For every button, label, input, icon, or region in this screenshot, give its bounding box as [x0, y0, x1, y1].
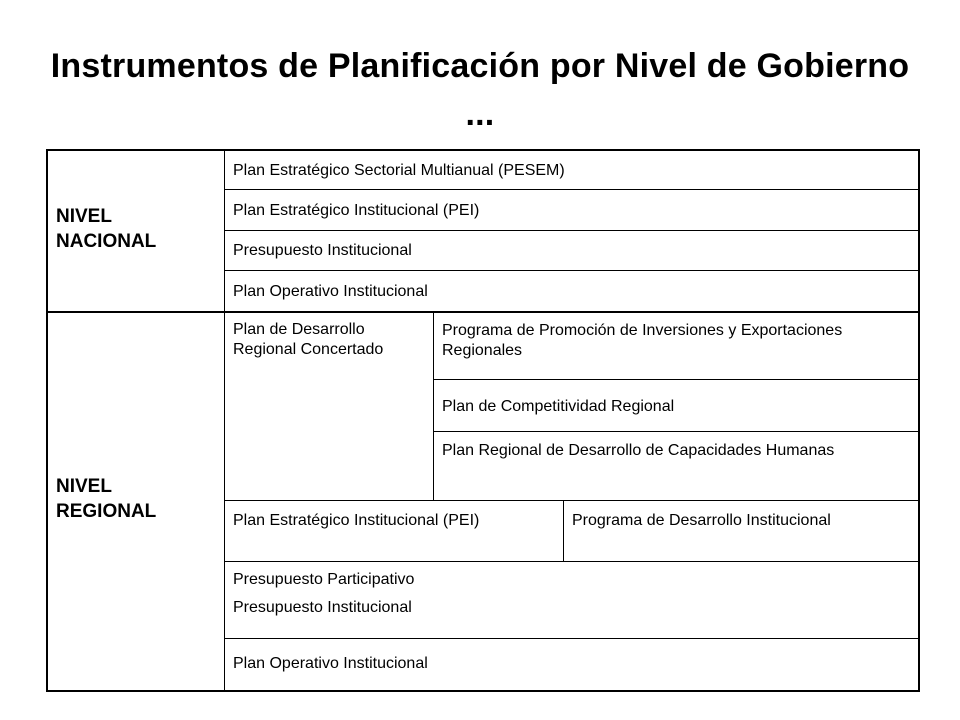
row-divider: [224, 230, 920, 231]
regional-pdrc-sub-competitividad: Plan de Competitividad Regional: [442, 398, 675, 415]
regional-presupuesto-participativo: Presupuesto Participativo: [233, 571, 415, 588]
pei-column-divider: [563, 500, 564, 561]
row-divider: [224, 561, 920, 562]
regional-presupuesto-institucional: Presupuesto Institucional: [233, 599, 412, 616]
row-divider: [433, 379, 920, 380]
section-divider: [46, 311, 920, 313]
nacional-row-pei: Plan Estratégico Institucional (PEI): [233, 202, 480, 219]
row-divider: [224, 500, 920, 501]
nivel-nacional-label: NIVEL NACIONAL: [56, 206, 157, 252]
planning-instruments-table: [46, 149, 920, 692]
regional-pei: Plan Estratégico Institucional (PEI): [233, 512, 480, 529]
nacional-row-poi: Plan Operativo Institucional: [233, 283, 428, 300]
pdrc-column-divider: [433, 311, 434, 500]
nacional-row-presupuesto: Presupuesto Institucional: [233, 242, 412, 259]
regional-pdrc: Plan de Desarrollo Regional Concertado: [233, 321, 384, 358]
regional-pdrc-sub-promocion: Programa de Promoción de Inversiones y Exportaciones Regionales: [442, 322, 843, 359]
row-divider: [433, 431, 920, 432]
page-title: Instrumentos de Planificación por Nivel de Gobierno ...: [50, 47, 910, 133]
nivel-regional-label: NIVEL REGIONAL: [56, 476, 157, 522]
regional-programa-desarrollo: Programa de Desarrollo Institucional: [572, 512, 831, 529]
nacional-row-pesem: Plan Estratégico Sectorial Multianual (PESEM): [233, 162, 565, 179]
row-divider: [224, 189, 920, 190]
row-divider: [224, 638, 920, 639]
row-divider: [224, 270, 920, 271]
regional-poi: Plan Operativo Institucional: [233, 655, 428, 672]
regional-pdrc-sub-capacidades: Plan Regional de Desarrollo de Capacidades Humanas: [442, 442, 835, 459]
